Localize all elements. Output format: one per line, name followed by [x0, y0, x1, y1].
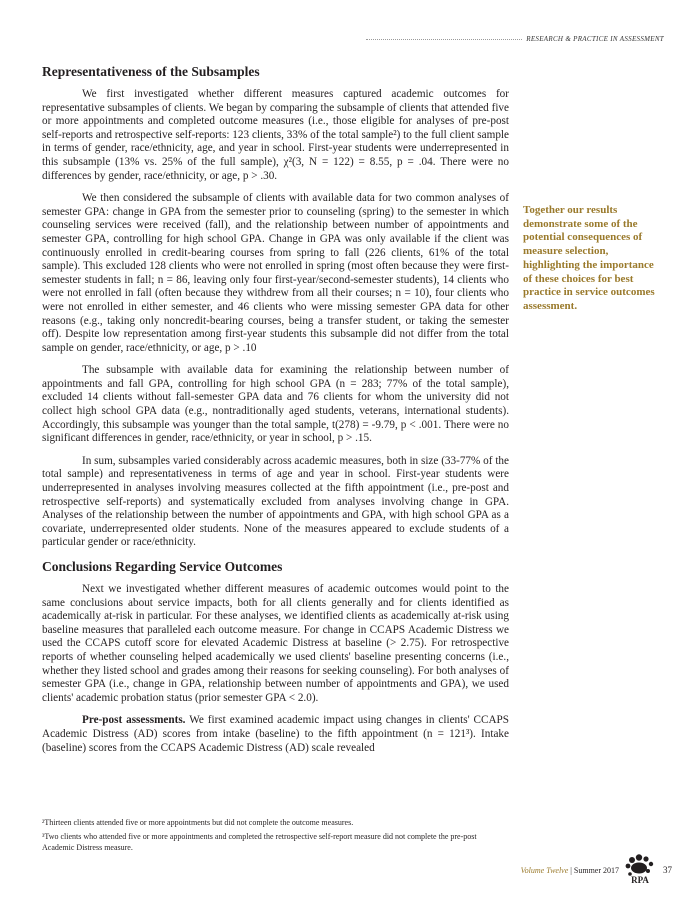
paragraph: We first investigated whether different measures captured academic outcomes for representative subsamples of clients. We began by comparing the subsample of clients that attended five or more appointments and completed outcome measures (i.e., those eligible for analyses of pre-post self-reports and retrospective self-reports: 123 clients, 33% of the total sample²) to the full client sample in terms of gender, race/ethnicity, age, and year in school. First-year students were underrepresented in this subsample (13% vs. 25% of the full sample), χ²(3, N = 122) = 8.55, p = .04. There were no differences by gender, race/ethnicity, or age, p > .30.	[42, 88, 509, 182]
paragraph: In sum, subsamples varied considerably across academic measures, both in size (33-77% of the total sample) and representativeness in terms of age and year in school. First-year students were underrepresented in analyses involving measures collected at the fifth appointment (i.e., pre-post and retrospective self-reports) and systematically excluded from analyses involving change in GPA. Analyses of the relationship between the number of appointments and GPA, with high school GPA as a covariate, underrepresented older students. None of the measures appeared to exclude students of a particular gender or race/ethnicity.	[42, 454, 509, 549]
footnote: ³Two clients who attended five or more appointments and completed the retrospective self-report measure did not complete the pre-post Academic Distress measure.	[42, 832, 477, 852]
paragraph-pre-post	[42, 714, 509, 755]
issue-season: Summer 2017	[573, 865, 619, 875]
rpa-logo-text: RPA	[631, 875, 649, 885]
paragraph-lead-in: Pre-post assessments.	[82, 714, 186, 727]
paragraph-body: We first examined academic impact using changes in clients' CCAPS Academic Distress (AD) scores from intake (baseline) to the fifth appointment (n = 121³). Intake (baseline) scores from the CCAPS Academic Distress (AD) scale revealed	[42, 714, 509, 754]
section-heading-representativeness: Representativeness of the Subsamples	[42, 64, 260, 79]
running-head-dots	[366, 39, 522, 40]
main-column	[42, 60, 509, 764]
paragraph: Next we investigated whether different measures of academic outcomes would point to the same conclusions about service impacts, both for all clients generally and for clients identified as academically at-risk in particular. For these analyses, we identified clients as academically at-risk using baseline measures that paralleled each outcome measure. For change in CCAPS Academic Distress we used the CCAPS cutoff score for elevated Academic Distress at baseline (> 2.75). For retrospective reports of whether counseling helped academically we used clients' baseline presenting concerns (i.e., whether they listed school and grades among their reasons for seeking counseling). For both analyses of semester GPA (i.e., change in GPA, relationship between number of appointments and GPA), we used clients' academic probation status (prior semester GPA < 2.0).	[42, 583, 509, 704]
footnotes	[42, 817, 509, 856]
pull-quote: Together our results demonstrate some of the potential consequences of measure selection, highlighting the importance of these choices for best practice in service outcomes assessment.	[523, 204, 655, 312]
running-head-text: RESEARCH & PRACTICE IN ASSESSMENT	[526, 35, 664, 43]
footer-separator: |	[570, 865, 572, 875]
paragraph: The subsample with available data for examining the relationship between number of appointments and fall GPA, controlling for high school GPA (n = 283; 77% of the total sample), excluded 14 clients without fall-semester GPA data and 76 clients for whom the university did not collect high school GPA data (e.g., nontraditionally aged students, veterans, international students). Accordingly, this subsample was younger than the total sample, t(278) = -9.79, p < .001. There were no significant differences in gender, race/ethnicity, or year in school, p > .15.	[42, 364, 509, 445]
rpa-logo-icon	[623, 854, 657, 886]
section-heading-conclusions: Conclusions Regarding Service Outcomes	[42, 559, 283, 574]
page-number: 37	[663, 865, 672, 875]
footnote: ²Thirteen clients attended five or more appointments but did not complete the outcome measures.	[42, 818, 354, 827]
paragraph: We then considered the subsample of clients with available data for two common analyses of semester GPA: change in GPA from the semester prior to counseling (spring) to the semester in which counseling services were received (fall), and the relationship between number of appointments and semester GPA, controlling for high school GPA. Change in GPA was only available if the client was continuously enrolled in credit-bearing courses from spring to fall (226 clients, 61% of the total sample). This excluded 128 clients who were not enrolled in spring (most often because they were first-semester students in fall; n = 86, leaving only four first-year/second-semester students), 14 clients who were not enrolled in fall (often because they withdrew from all their courses; n = 10), four clients who were not enrolled in either semester, and 46 clients who were missing semester GPA data for other reasons (e.g., taking only noncredit-bearing courses, being a transfer student, or taking the semester off). Despite low representation among first-year students this subsample did not differ from the total sample on gender, race/ethnicity, or age, p > .10	[42, 192, 509, 354]
volume-label: Volume Twelve	[520, 865, 569, 875]
running-head	[366, 33, 664, 45]
page-footer	[460, 852, 672, 888]
